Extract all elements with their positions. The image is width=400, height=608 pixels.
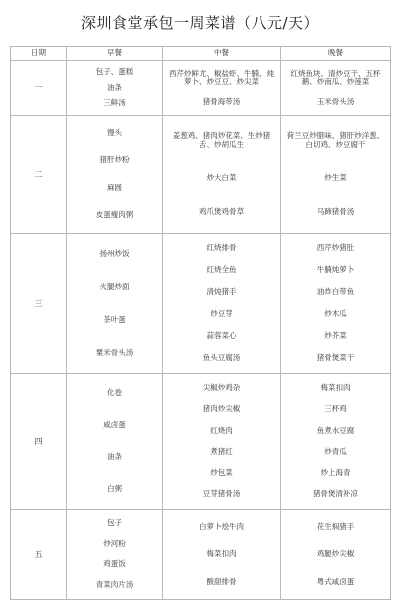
header-lunch: 中餐 bbox=[163, 47, 281, 61]
dinner-item: 炒上海青 bbox=[320, 468, 351, 478]
breakfast-item: 皮蛋瘦肉粥 bbox=[95, 210, 134, 220]
menu-table bbox=[10, 46, 391, 600]
breakfast-item: 火腿炒面 bbox=[99, 281, 130, 291]
lunch-item: 猪骨海带汤 bbox=[202, 96, 241, 106]
dinner-item: 西芹炒猪肚 bbox=[316, 243, 355, 253]
dinner-item: 粤式咸卤蛋 bbox=[316, 576, 355, 586]
dinner-item: 梅菜扣肉 bbox=[320, 382, 351, 392]
lunch-item: 红烧肉 bbox=[210, 425, 233, 435]
breakfast-item: 白粥 bbox=[107, 484, 122, 494]
dinner-cell bbox=[281, 374, 391, 510]
page-title: 深圳食堂承包一周菜谱（八元/天） bbox=[80, 14, 320, 32]
lunch-item: 豆芽猪骨汤 bbox=[202, 489, 241, 499]
dinner-cell bbox=[281, 116, 391, 234]
dinner-item: 猪骨煲清补凉 bbox=[313, 489, 358, 499]
breakfast-cell bbox=[67, 116, 163, 234]
dinner-item: 油炸白带鱼 bbox=[316, 287, 355, 297]
breakfast-cell bbox=[67, 61, 163, 116]
table-row bbox=[11, 61, 391, 116]
day-cell: 二 bbox=[11, 116, 67, 234]
dinner-item: 鱼煮水豆腐 bbox=[316, 425, 355, 435]
day-cell: 四 bbox=[11, 374, 67, 510]
lunch-item: 煮猪红 bbox=[210, 446, 233, 456]
breakfast-item: 包子、蛋糕 bbox=[95, 67, 134, 77]
lunch-cell bbox=[163, 234, 281, 374]
dinner-cell bbox=[281, 234, 391, 374]
lunch-item: 蒜蓉菜心 bbox=[206, 331, 237, 341]
breakfast-item: 鸡蛋饭 bbox=[103, 559, 126, 569]
lunch-item: 梅菜扣肉 bbox=[206, 549, 237, 559]
lunch-item: 红烧排骨 bbox=[206, 243, 237, 253]
header-row bbox=[11, 47, 391, 61]
header-date: 日期 bbox=[11, 47, 67, 61]
breakfast-item: 包子 bbox=[107, 518, 122, 528]
dinner-item: 花生焖猪手 bbox=[316, 521, 355, 531]
dinner-item: 炒芥菜 bbox=[324, 331, 347, 341]
breakfast-item: 油条 bbox=[107, 82, 122, 92]
breakfast-item: 炒河粉 bbox=[103, 538, 126, 548]
lunch-item: 酸甜排骨 bbox=[206, 576, 237, 586]
lunch-item: 鱼头豆腐汤 bbox=[202, 353, 241, 363]
breakfast-item: 油条 bbox=[107, 452, 122, 462]
dinner-cell bbox=[281, 510, 391, 600]
dinner-item: 炒青瓜 bbox=[324, 446, 347, 456]
menu-body bbox=[11, 61, 391, 600]
breakfast-cell bbox=[67, 234, 163, 374]
dinner-item: 三杯鸡 bbox=[324, 404, 347, 414]
dinner-item: 猪骨煲菜干 bbox=[316, 353, 355, 363]
breakfast-item: 青菜肉片汤 bbox=[95, 579, 134, 589]
lunch-cell bbox=[163, 116, 281, 234]
table-row bbox=[11, 234, 391, 374]
dinner-item: 牛腩炖萝卜 bbox=[316, 265, 355, 275]
dinner-item: 鸡腿炒尖椒 bbox=[316, 549, 355, 559]
breakfast-item: 化卷 bbox=[107, 388, 122, 398]
breakfast-item: 咸卤蛋 bbox=[103, 420, 126, 430]
lunch-item: 西芹炒鲜尤、椒盐虾、牛腩、炖萝卜、炒豆豆、炒尖菜 bbox=[169, 68, 274, 87]
table-row bbox=[11, 374, 391, 510]
header-breakfast: 早餐 bbox=[67, 47, 163, 61]
lunch-item: 鸡爪煲鸡骨草 bbox=[199, 207, 244, 217]
lunch-item: 炒豆芽 bbox=[210, 309, 233, 319]
lunch-item: 姜葱鸡、猪肉炒花菜、生炒猪舌、炒胡瓜生 bbox=[172, 131, 271, 149]
lunch-item: 炒大白菜 bbox=[206, 173, 237, 183]
breakfast-item: 麻圆 bbox=[107, 182, 122, 192]
day-cell: 一 bbox=[11, 61, 67, 116]
dinner-item: 马蹄猪骨汤 bbox=[316, 207, 355, 217]
breakfast-item: 粟米骨头汤 bbox=[95, 347, 134, 357]
breakfast-item: 猪肝炒粉 bbox=[99, 155, 130, 165]
header-dinner: 晚餐 bbox=[281, 47, 391, 61]
day-cell: 三 bbox=[11, 234, 67, 374]
lunch-cell bbox=[163, 374, 281, 510]
lunch-item: 猪肉炒尖椒 bbox=[202, 404, 241, 414]
breakfast-cell bbox=[67, 374, 163, 510]
dinner-item: 玉米骨头汤 bbox=[316, 96, 355, 106]
lunch-cell bbox=[163, 510, 281, 600]
table-row bbox=[11, 116, 391, 234]
dinner-item: 荷兰豆炒腊味、猪肝炒洋葱、白切鸡、炒豆腐干 bbox=[286, 131, 385, 149]
dinner-cell bbox=[281, 61, 391, 116]
lunch-cell bbox=[163, 61, 281, 116]
dinner-item: 红烧鱼块、清炒豆干、五杯鹅、炒南瓜、炒莲菜 bbox=[290, 68, 381, 87]
lunch-item: 尖椒炒鸡杂 bbox=[202, 382, 241, 392]
day-cell: 五 bbox=[11, 510, 67, 600]
breakfast-cell bbox=[67, 510, 163, 600]
lunch-item: 炒包菜 bbox=[210, 468, 233, 478]
table-row bbox=[11, 510, 391, 600]
lunch-item: 红烧全鱼 bbox=[206, 265, 237, 275]
breakfast-item: 三鲜汤 bbox=[103, 98, 126, 108]
breakfast-item: 馒头 bbox=[107, 127, 122, 137]
breakfast-item: 扬州炒饭 bbox=[99, 248, 130, 258]
lunch-item: 白萝卜烩牛肉 bbox=[199, 521, 244, 531]
breakfast-item: 茶叶蛋 bbox=[103, 314, 126, 324]
dinner-item: 炒木瓜 bbox=[324, 309, 347, 319]
dinner-item: 炒生菜 bbox=[324, 173, 347, 183]
lunch-item: 清炖猪手 bbox=[206, 287, 237, 297]
